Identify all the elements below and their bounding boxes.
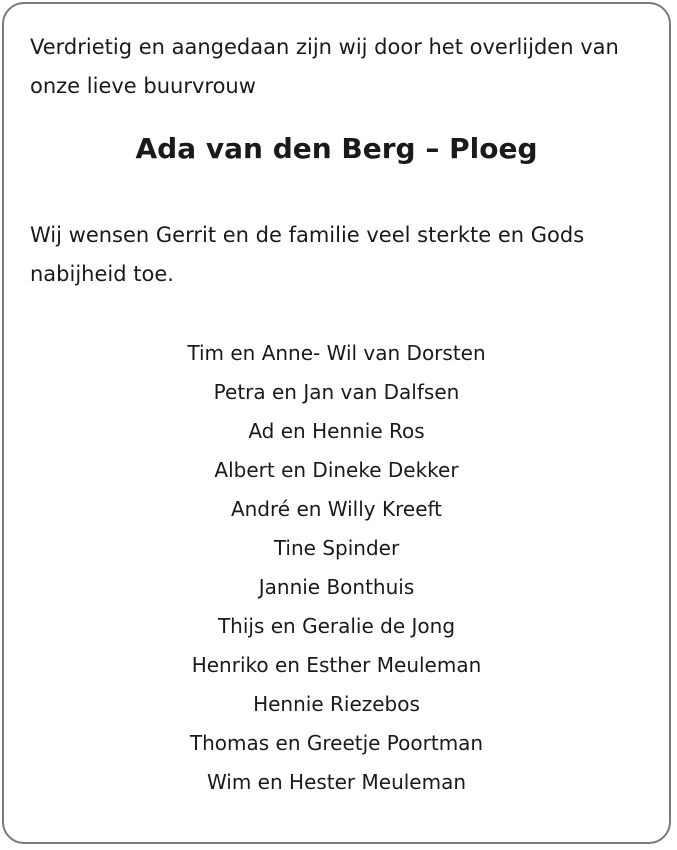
signature-item: Henriko en Esther Meuleman <box>191 653 482 677</box>
signature-list <box>4 334 669 802</box>
intro-text: Verdrietig en aangedaan zijn wij door het overlijden van onze lieve buurvrouw <box>30 35 619 98</box>
signature-item: Thomas en Greetje Poortman <box>189 731 484 755</box>
signature-item: Thijs en Geralie de Jong <box>217 614 456 638</box>
signature-item: Tim en Anne- Wil van Dorsten <box>187 341 486 365</box>
signature-item: Hennie Riezebos <box>253 692 420 716</box>
signature-item: Ad en Hennie Ros <box>248 419 425 443</box>
condolence-notice <box>2 2 671 844</box>
signature-item: Albert en Dineke Dekker <box>214 458 459 482</box>
signature-item: Wim en Hester Meuleman <box>206 770 467 794</box>
deceased-name: Ada van den Berg – Ploeg <box>135 132 538 165</box>
signature-item: Jannie Bonthuis <box>258 575 415 599</box>
signature-item: Tine Spinder <box>273 536 400 560</box>
signature-item: André en Willy Kreeft <box>230 497 443 521</box>
signature-item: Petra en Jan van Dalfsen <box>213 380 460 404</box>
wish-text: Wij wensen Gerrit en de familie veel sterkte en Gods nabijheid toe. <box>30 223 585 286</box>
